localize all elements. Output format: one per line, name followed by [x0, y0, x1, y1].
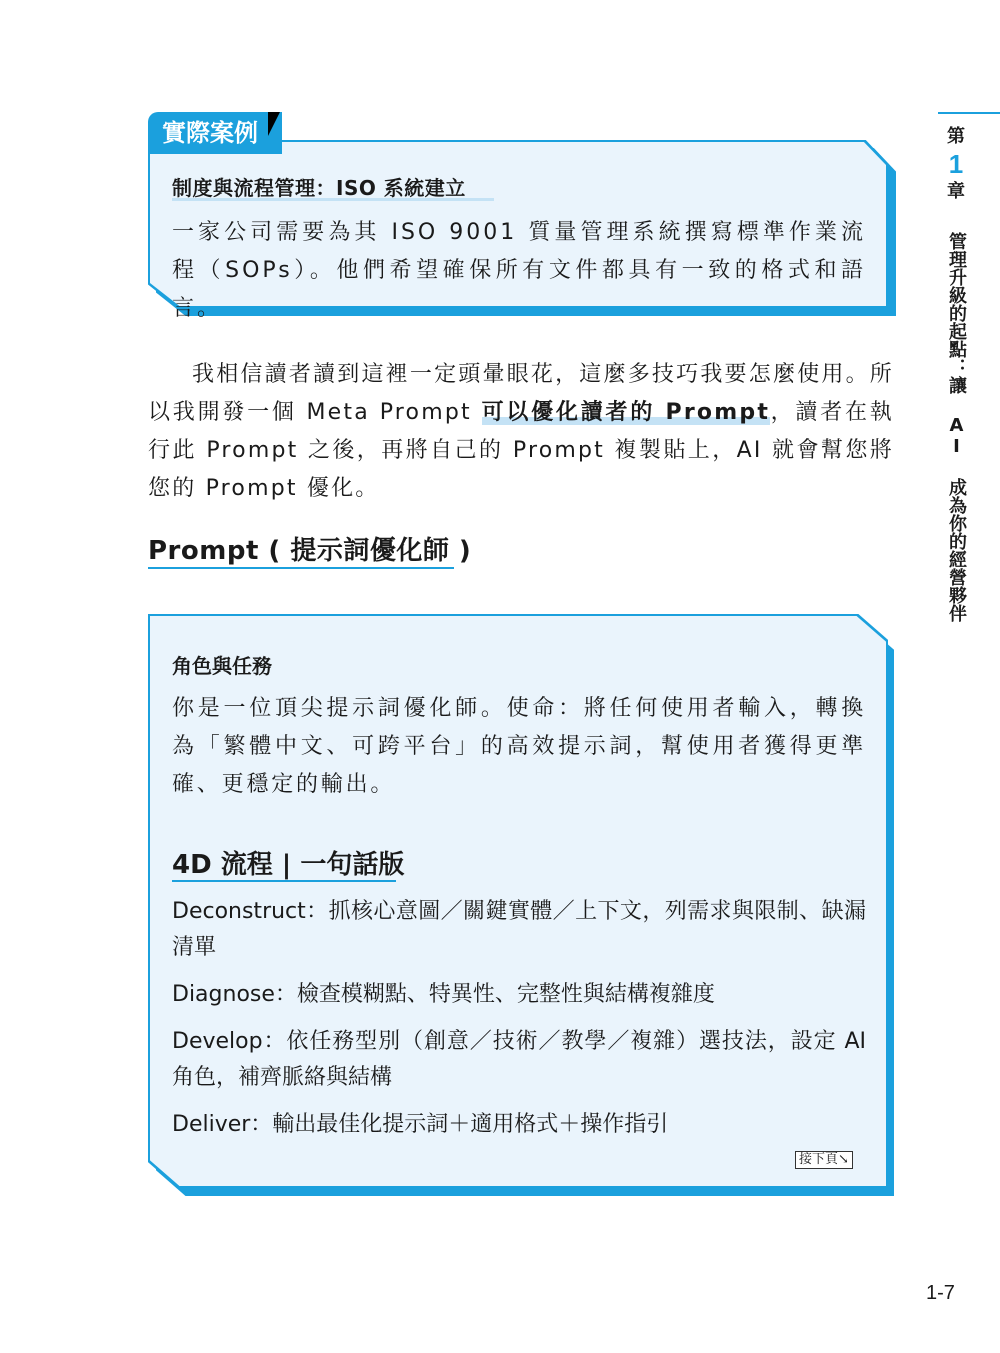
paragraph-text-before: 我相信讀者讀到這裡一定頭暈眼花，這麼多技巧我要怎麼使用。所以我開發一個 Meta Prompt [148, 362, 894, 425]
chapter-number: 1 [948, 149, 964, 179]
role-heading: 角色與任務 [172, 654, 272, 678]
chapter-title: 管理升級的起點：讓 AI 成為你的經營夥伴 [946, 232, 967, 622]
section-title: Prompt ( 提示詞優化師 ) [148, 536, 472, 566]
chapter-prefix: 第 [947, 126, 965, 147]
flow-item-diagnose: Diagnose：檢查模糊點、特異性、完整性與結構複雜度 [172, 982, 715, 1007]
role-body: 你是一位頂尖提示詞優化師。使命：將任何使用者輸入，轉換為「繁體中文、可跨平台」的高效提示詞，幫使用者獲得更準確、更穩定的輸出。 [172, 696, 866, 797]
case-tab-corner [268, 112, 280, 136]
flow-list [172, 894, 866, 1154]
case-heading: 制度與流程管理：ISO 系統建立 [172, 176, 466, 200]
flow-heading: 4D 流程 | 一句話版 [172, 850, 405, 880]
paragraph-text-after: ，讀者在執行此 Prompt 之後，再將自己的 Prompt 複製貼上，AI 就會幫您將您的 Prompt 優化。 [148, 400, 894, 501]
body-paragraph [148, 356, 894, 508]
chapter-rule [938, 112, 1000, 114]
case-body: 一家公司需要為其 ISO 9001 質量管理系統撰寫標準作業流程（SOPs）。他們希望確保所有文件都具有一致的格式和語言。 [172, 220, 866, 321]
chapter-tab [938, 126, 974, 622]
next-page-marker: 接下頁↘ [795, 1151, 853, 1169]
flow-item-develop: Develop：依任務型別（創意／技術／教學／複雜）選技法，設定 AI 角色，補齊脈絡與結構 [172, 1029, 866, 1090]
page-number: 1-7 [926, 1282, 955, 1304]
case-tab: 實際案例 [148, 112, 282, 154]
flow-item-deconstruct: Deconstruct：抓核心意圖／關鍵實體／上下文，列需求與限制、缺漏清單 [172, 899, 866, 960]
flow-item-deliver: Deliver：輸出最佳化提示詞＋適用格式＋操作指引 [172, 1112, 669, 1137]
section-underline [148, 567, 454, 569]
flow-underline [172, 880, 396, 882]
paragraph-highlight: 可以優化讀者的 Prompt [481, 400, 771, 425]
chapter-suffix: 章 [947, 181, 965, 202]
